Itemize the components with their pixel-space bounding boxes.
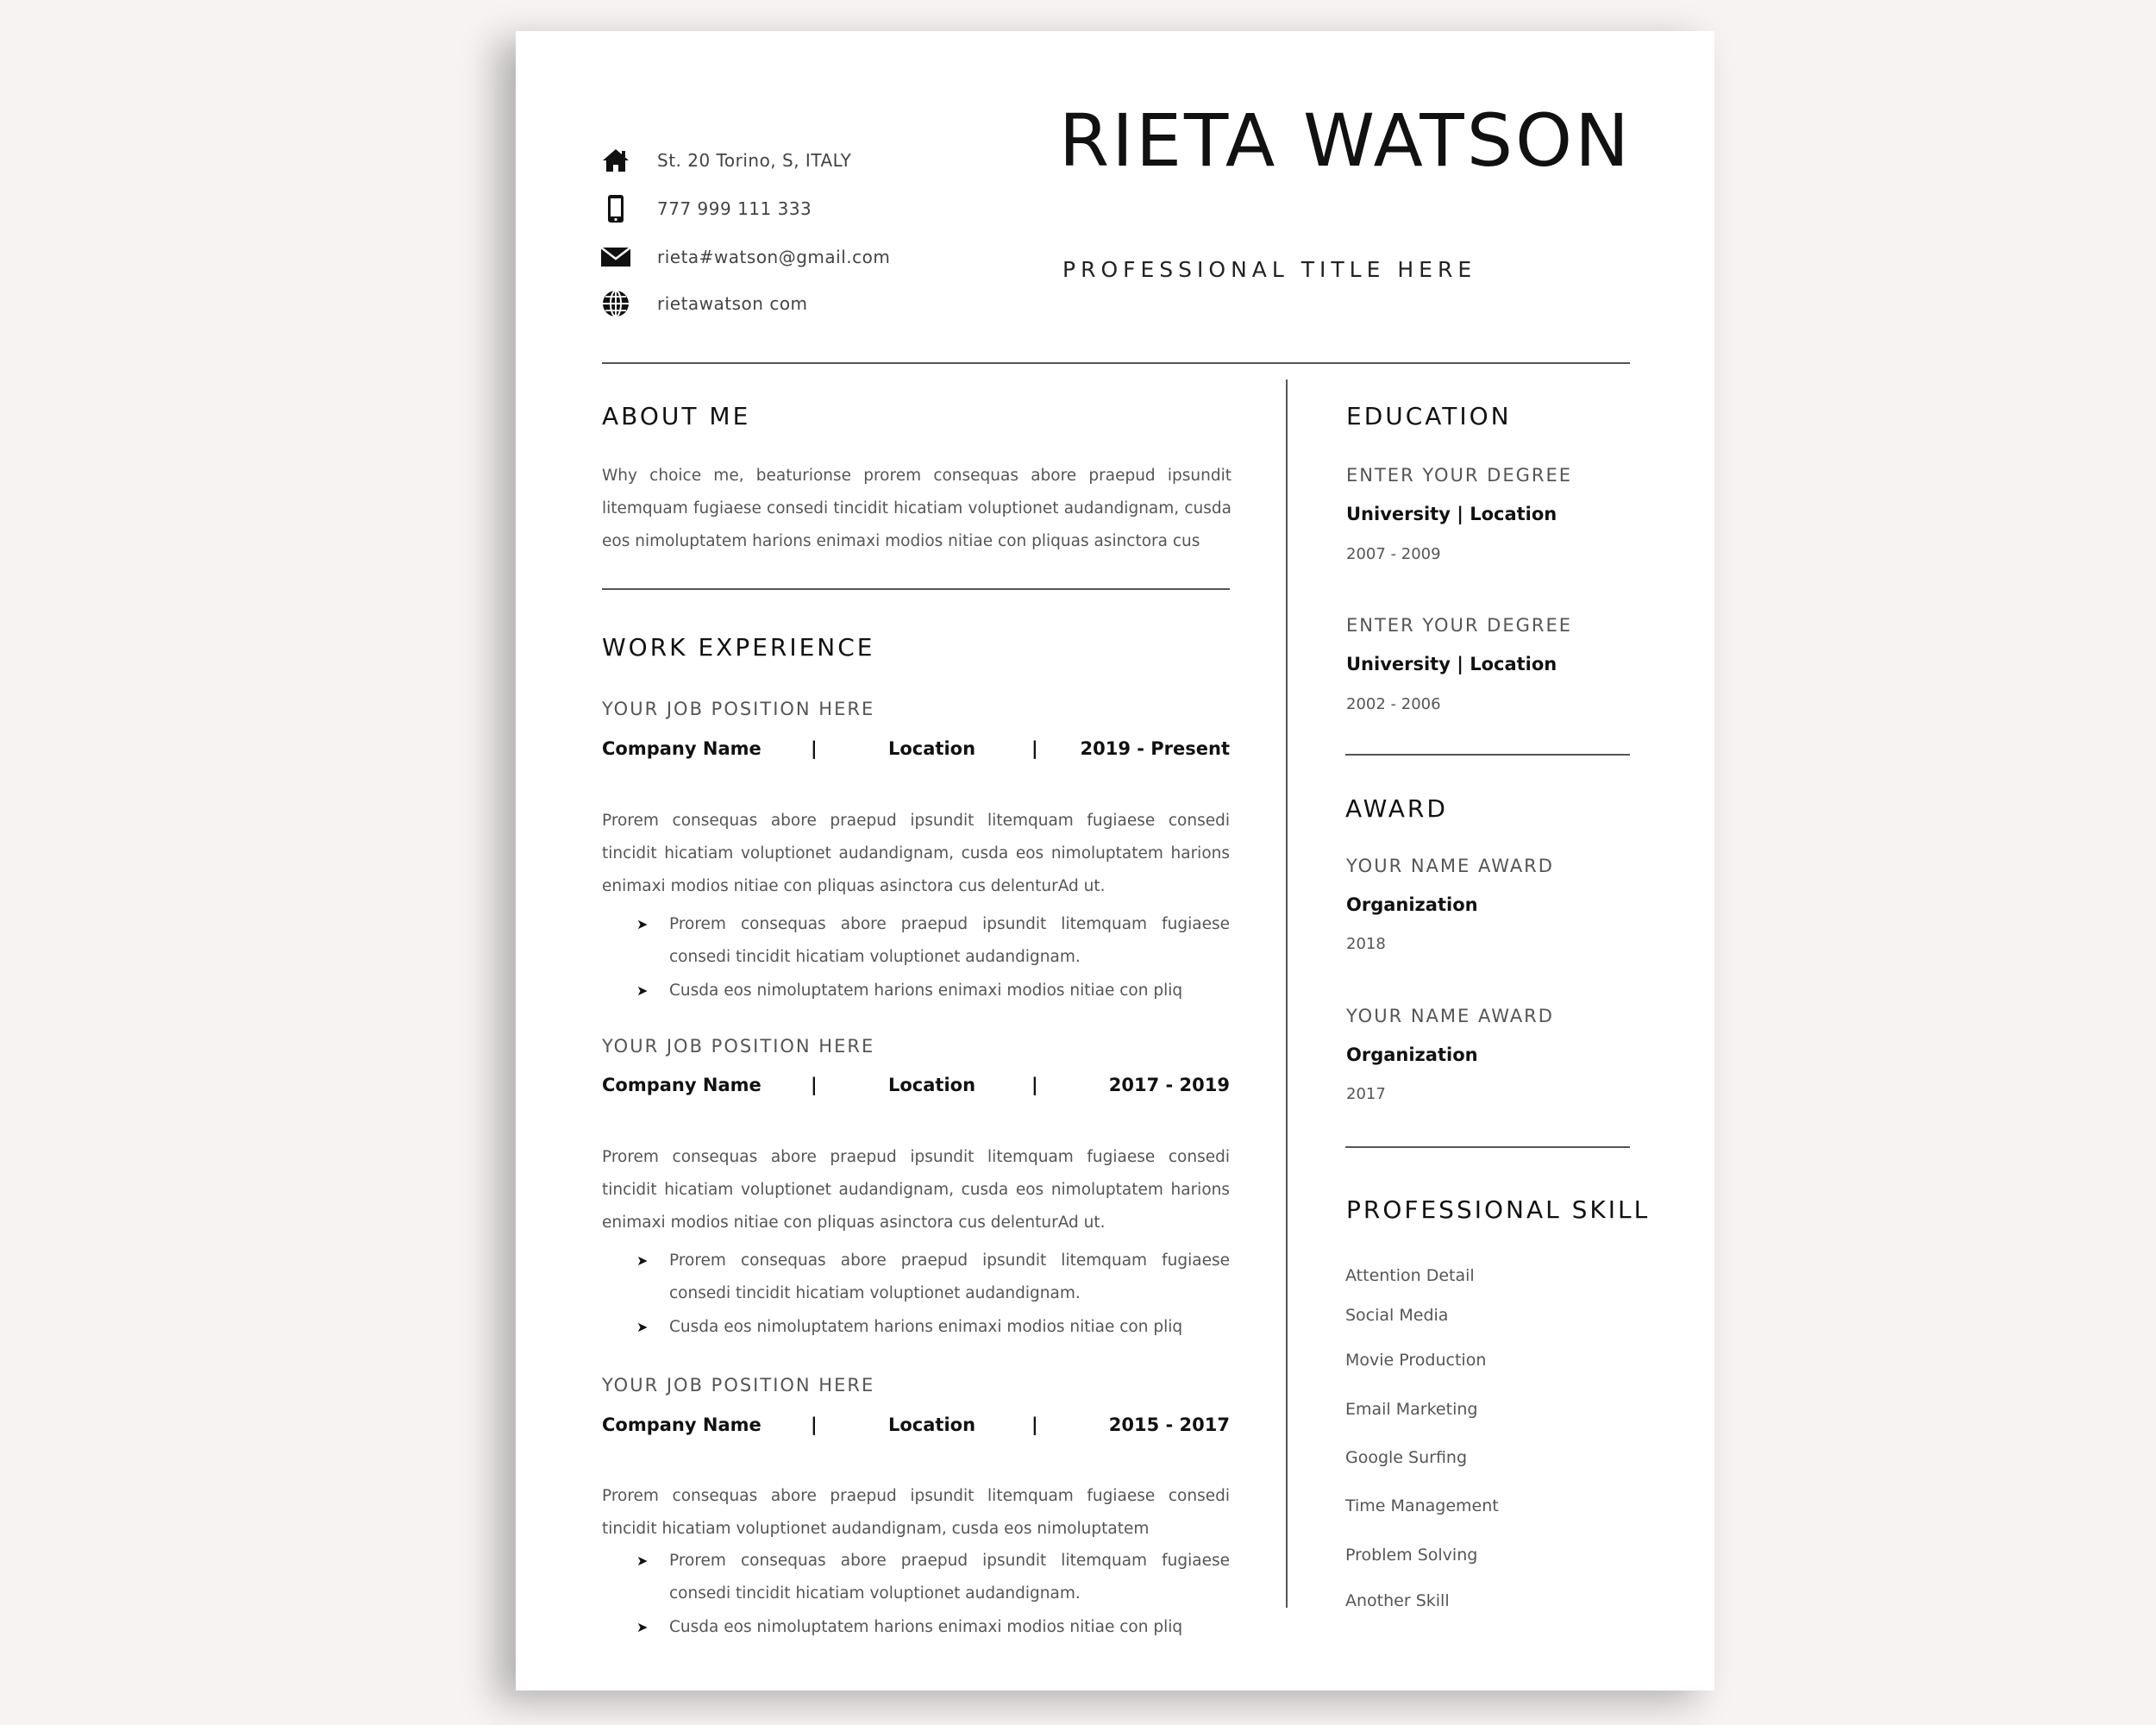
- separator: |: [1031, 1414, 1038, 1435]
- phone-text: 777 999 111 333: [657, 198, 812, 219]
- job-description: Prorem consequas abore praepud ipsundit litemquam fugiaese consedi tincidit hicatiam voluptionet audandignam, cusda eos nimoluptatem: [602, 1487, 1230, 1538]
- separator: |: [811, 1414, 818, 1435]
- arrow-bullet-icon: ➤: [636, 916, 649, 932]
- skill-item: Email Marketing: [1345, 1400, 1478, 1419]
- skill-item: Google Surfing: [1345, 1448, 1468, 1467]
- job-location: Location: [888, 738, 976, 759]
- address-text: St. 20 Torino, S, ITALY: [657, 150, 852, 171]
- award-divider: [1345, 1146, 1630, 1148]
- job-position: YOUR JOB POSITION HERE: [602, 1375, 875, 1396]
- about-text: Why choice me, beaturionse prorem consequas abore praepud ipsundit litemquam fugiaese consedi tincidit hicatiam voluptionet audandignam, cusda eos nimoluptatem harions enimaxi modios nitiae con pliquas asinctora cus: [602, 467, 1232, 550]
- education-years: 2007 - 2009: [1346, 545, 1441, 563]
- skill-item: Social Media: [1345, 1306, 1449, 1325]
- job-description: Prorem consequas abore praepud ipsundit litemquam fugiaese consedi tincidit hicatiam voluptionet audandignam, cusda eos nimoluptatem harions enimaxi modios nitiae con pliquas asinctora cus delenturAd ut.: [602, 812, 1230, 895]
- education-school: University | Location: [1346, 504, 1557, 524]
- home-icon: [600, 145, 631, 176]
- separator: |: [811, 738, 818, 759]
- contact-phone: [600, 191, 812, 226]
- company-name: Company Name: [602, 1414, 761, 1435]
- job-dates: 2019 - Present: [1080, 738, 1230, 759]
- education-years: 2002 - 2006: [1346, 695, 1441, 713]
- professional-title: PROFESSIONAL TITLE HERE: [1062, 257, 1477, 282]
- job-description: Prorem consequas abore praepud ipsundit litemquam fugiaese consedi tincidit hicatiam voluptionet audandignam, cusda eos nimoluptatem harions enimaxi modios nitiae con pliquas asinctora cus delenturAd ut.: [602, 1148, 1230, 1232]
- job-bullet: ➤ Cusda eos nimoluptatem harions enimaxi modios nitiae con pliq: [636, 1311, 1230, 1344]
- job-location: Location: [888, 1075, 976, 1095]
- about-divider: [602, 588, 1230, 590]
- job-bullet: ➤ Prorem consequas abore praepud ipsundit litemquam fugiaese consedi tincidit hicatiam voluptionet audandignam.: [636, 908, 1230, 974]
- company-name: Company Name: [602, 738, 761, 759]
- column-divider: [1286, 380, 1288, 1608]
- separator: |: [1031, 738, 1038, 759]
- website-text[interactable]: rietawatson com: [657, 293, 808, 314]
- award-year: 2018: [1346, 935, 1386, 953]
- header-divider: [602, 362, 1630, 364]
- skill-item: Movie Production: [1345, 1351, 1487, 1370]
- award-organization: Organization: [1346, 894, 1478, 915]
- job-meta: [602, 1075, 1230, 1101]
- education-degree: ENTER YOUR DEGREE: [1346, 615, 1573, 636]
- work-heading: WORK EXPERIENCE: [602, 633, 875, 662]
- company-name: Company Name: [602, 1075, 761, 1095]
- job-dates: 2017 - 2019: [1108, 1075, 1230, 1095]
- job-bullet: ➤ Prorem consequas abore praepud ipsundit litemquam fugiaese consedi tincidit hicatiam voluptionet audandignam.: [636, 1545, 1230, 1610]
- education-school: University | Location: [1346, 654, 1557, 674]
- contact-website: [600, 286, 808, 321]
- resume-page: [516, 31, 1714, 1690]
- contact-address: [600, 143, 852, 178]
- education-heading: EDUCATION: [1346, 402, 1512, 430]
- skill-item: Time Management: [1345, 1496, 1499, 1515]
- award-year: 2017: [1346, 1085, 1386, 1103]
- skill-item: Attention Detail: [1345, 1266, 1475, 1285]
- job-location: Location: [888, 1414, 976, 1435]
- arrow-bullet-icon: ➤: [636, 1252, 649, 1269]
- phone-icon: [600, 193, 631, 224]
- award-name: YOUR NAME AWARD: [1346, 1006, 1554, 1026]
- job-meta: [602, 1414, 1230, 1440]
- skills-heading: PROFESSIONAL SKILL: [1346, 1195, 1651, 1224]
- job-bullet: ➤ Cusda eos nimoluptatem harions enimaxi modios nitiae con pliq: [636, 975, 1230, 1007]
- education-degree: ENTER YOUR DEGREE: [1346, 465, 1573, 486]
- email-text[interactable]: rieta#watson@gmail.com: [657, 247, 891, 267]
- about-heading: ABOUT ME: [602, 402, 751, 430]
- arrow-bullet-icon: ➤: [636, 982, 649, 999]
- job-bullet: ➤ Cusda eos nimoluptatem harions enimaxi modios nitiae con pliq: [636, 1611, 1230, 1644]
- job-position: YOUR JOB POSITION HERE: [602, 1036, 875, 1057]
- job-bullet: ➤ Prorem consequas abore praepud ipsundit litemquam fugiaese consedi tincidit hicatiam voluptionet audandignam.: [636, 1245, 1230, 1310]
- envelope-icon: [600, 242, 631, 273]
- globe-icon: [600, 288, 631, 319]
- resume-name: RIETA WATSON: [1058, 98, 1632, 183]
- award-heading: AWARD: [1345, 794, 1448, 823]
- separator: |: [1031, 1075, 1038, 1095]
- award-name: YOUR NAME AWARD: [1346, 856, 1554, 876]
- separator: |: [811, 1075, 818, 1095]
- award-organization: Organization: [1346, 1044, 1478, 1065]
- skill-item: Another Skill: [1345, 1591, 1450, 1610]
- education-divider: [1345, 754, 1630, 756]
- skill-item: Problem Solving: [1345, 1546, 1478, 1565]
- job-position: YOUR JOB POSITION HERE: [602, 699, 875, 719]
- arrow-bullet-icon: ➤: [636, 1619, 649, 1635]
- job-dates: 2015 - 2017: [1108, 1414, 1230, 1435]
- job-meta: [602, 738, 1230, 764]
- contact-email: [600, 240, 891, 274]
- arrow-bullet-icon: ➤: [636, 1319, 649, 1335]
- arrow-bullet-icon: ➤: [636, 1552, 649, 1569]
